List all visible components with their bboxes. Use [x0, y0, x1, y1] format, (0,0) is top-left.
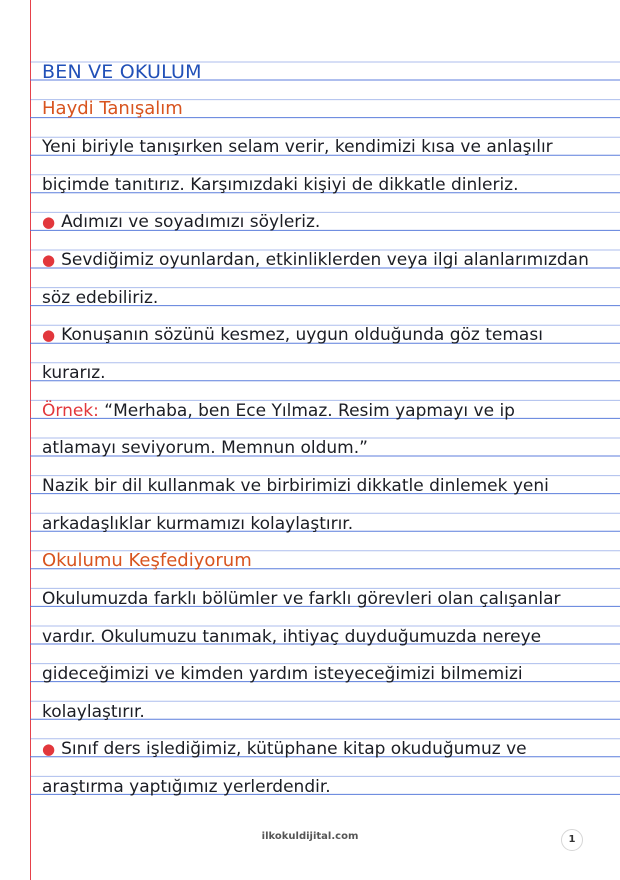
page-number: 1	[561, 829, 583, 851]
school-text-line-2: vardır. Okulumuzu tanımak, ihtiyaç duyduğumuzda nereye	[42, 627, 542, 647]
closing-text-line-2: arkadaşlıklar kurmamızı kolaylaştırır.	[42, 514, 354, 534]
bullet-item-4	[42, 734, 602, 764]
bullet-item-3-continued: kurarız.	[42, 363, 106, 383]
bullet-item-1	[42, 207, 602, 237]
bullet-text: Sınıf ders işlediğimiz, kütüphane kitap okuduğumuz ve	[61, 739, 527, 759]
closing-text-line-1: Nazik bir dil kullanmak ve birbirimizi dikkatle dinlemek yeni	[42, 476, 549, 496]
bullet-icon: ●	[42, 251, 56, 269]
page-title: BEN VE OKULUM	[42, 61, 202, 83]
bullet-text: Sevdiğimiz oyunlardan, etkinliklerden veya ilgi alanlarımızdan	[61, 250, 589, 270]
example-line-2: atlamayı seviyorum. Memnun oldum.”	[42, 438, 368, 458]
example-text: “Merhaba, ben Ece Yılmaz. Resim yapmayı ve ip	[98, 401, 515, 421]
bullet-icon: ●	[42, 740, 56, 758]
section-heading-tanisalim: Haydi Tanışalım	[42, 98, 183, 119]
bullet-item-2-continued: söz edebiliriz.	[42, 288, 159, 308]
footer-site: ilkokuldijital.com	[261, 831, 359, 842]
intro-text-line-2: biçimde tanıtırız. Karşımızdaki kişiyi de dikkatle dinleriz.	[42, 175, 519, 195]
intro-text-line-1: Yeni biriyle tanışırken selam verir, kendimizi kısa ve anlaşılır	[42, 137, 553, 157]
school-text-line-3: gideceğimizi ve kimden yardım isteyeceğimizi bilmemizi	[42, 664, 523, 684]
example-line-1	[42, 396, 602, 426]
bullet-text: Konuşanın sözünü kesmez, uygun olduğunda göz teması	[61, 325, 543, 345]
bullet-item-2	[42, 245, 602, 275]
bullet-icon: ●	[42, 213, 56, 231]
bullet-item-3	[42, 320, 602, 350]
section-heading-okulumu-kesfediyorum: Okulumu Keşfediyorum	[42, 550, 252, 571]
bullet-text: Adımızı ve soyadımızı söyleriz.	[61, 212, 321, 232]
school-text-line-4: kolaylaştırır.	[42, 702, 145, 722]
example-label: Örnek:	[42, 401, 99, 421]
school-text-line-1: Okulumuzda farklı bölümler ve farklı görevleri olan çalışanlar	[42, 589, 561, 609]
bullet-item-4-continued: araştırma yaptığımız yerlerdendir.	[42, 777, 331, 797]
bullet-icon: ●	[42, 326, 56, 344]
